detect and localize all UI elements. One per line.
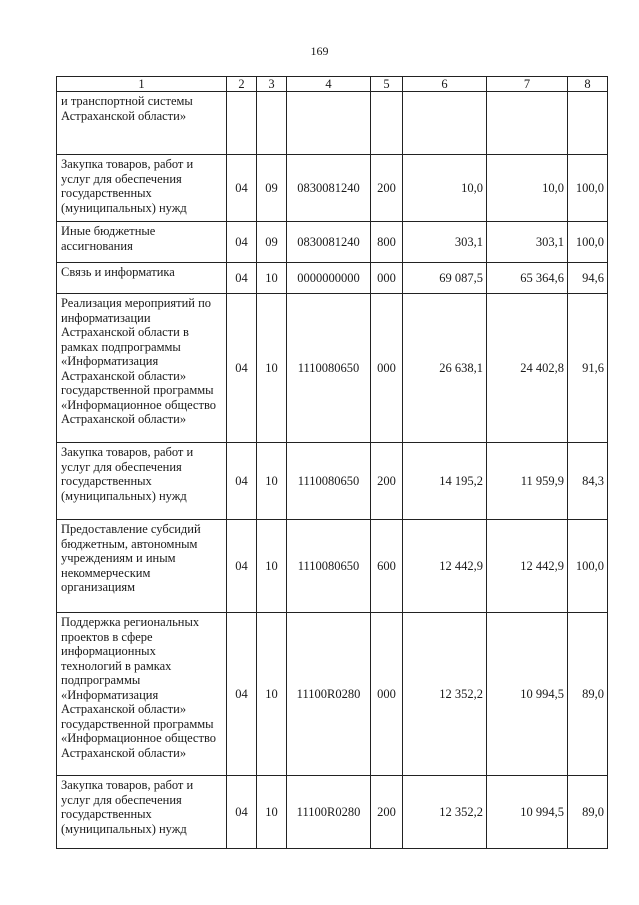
target-article-cell bbox=[287, 92, 371, 155]
planned-amount-cell: 69 087,5 bbox=[403, 263, 487, 294]
column-header: 3 bbox=[257, 77, 287, 92]
planned-amount-cell: 26 638,1 bbox=[403, 294, 487, 443]
subsection-code-cell bbox=[257, 92, 287, 155]
executed-amount-cell: 303,1 bbox=[487, 222, 568, 263]
section-code-cell: 04 bbox=[227, 263, 257, 294]
subsection-code-cell: 10 bbox=[257, 776, 287, 849]
planned-amount-cell: 303,1 bbox=[403, 222, 487, 263]
subsection-code-cell: 09 bbox=[257, 222, 287, 263]
execution-percent-cell: 100,0 bbox=[568, 520, 608, 613]
subsection-code-cell: 10 bbox=[257, 294, 287, 443]
table-row bbox=[57, 222, 608, 263]
subsection-code-cell: 09 bbox=[257, 155, 287, 222]
execution-percent-cell: 91,6 bbox=[568, 294, 608, 443]
expense-type-cell: 800 bbox=[371, 222, 403, 263]
section-code-cell: 04 bbox=[227, 222, 257, 263]
expense-type-cell: 000 bbox=[371, 263, 403, 294]
section-code-cell: 04 bbox=[227, 294, 257, 443]
column-header: 7 bbox=[487, 77, 568, 92]
executed-amount-cell: 10,0 bbox=[487, 155, 568, 222]
row-name-cell: Закупка товаров, работ и услуг для обеспечения государственных (муниципальных) нужд bbox=[57, 776, 227, 849]
table-row bbox=[57, 92, 608, 155]
subsection-code-cell: 10 bbox=[257, 263, 287, 294]
table-row bbox=[57, 263, 608, 294]
execution-percent-cell: 100,0 bbox=[568, 222, 608, 263]
expense-type-cell: 600 bbox=[371, 520, 403, 613]
executed-amount-cell bbox=[487, 92, 568, 155]
execution-percent-cell: 94,6 bbox=[568, 263, 608, 294]
planned-amount-cell: 14 195,2 bbox=[403, 443, 487, 520]
column-header: 1 bbox=[57, 77, 227, 92]
section-code-cell bbox=[227, 92, 257, 155]
execution-percent-cell bbox=[568, 92, 608, 155]
target-article-cell: 11100R0280 bbox=[287, 613, 371, 776]
expense-type-cell: 200 bbox=[371, 443, 403, 520]
table-row bbox=[57, 776, 608, 849]
subsection-code-cell: 10 bbox=[257, 520, 287, 613]
target-article-cell: 11100R0280 bbox=[287, 776, 371, 849]
expense-type-cell: 000 bbox=[371, 294, 403, 443]
execution-percent-cell: 100,0 bbox=[568, 155, 608, 222]
section-code-cell: 04 bbox=[227, 520, 257, 613]
page-number: 169 bbox=[310, 44, 329, 58]
expense-type-cell: 200 bbox=[371, 155, 403, 222]
row-name-cell: Реализация мероприятий по информатизации Астраханской области в рамках подпрограммы «Информатизация Астраханской области» государственной программы «Информационное общество Астраханской области» bbox=[57, 294, 227, 443]
column-header: 6 bbox=[403, 77, 487, 92]
budget-table bbox=[56, 76, 608, 849]
target-article-cell: 0830081240 bbox=[287, 222, 371, 263]
executed-amount-cell: 10 994,5 bbox=[487, 613, 568, 776]
execution-percent-cell: 89,0 bbox=[568, 776, 608, 849]
header-row bbox=[57, 77, 608, 92]
expense-type-cell: 000 bbox=[371, 613, 403, 776]
executed-amount-cell: 11 959,9 bbox=[487, 443, 568, 520]
section-code-cell: 04 bbox=[227, 776, 257, 849]
row-name-cell: Закупка товаров, работ и услуг для обеспечения государственных (муниципальных) нужд bbox=[57, 443, 227, 520]
row-name-cell: Закупка товаров, работ и услуг для обеспечения государственных (муниципальных) нужд bbox=[57, 155, 227, 222]
target-article-cell: 1110080650 bbox=[287, 520, 371, 613]
execution-percent-cell: 89,0 bbox=[568, 613, 608, 776]
subsection-code-cell: 10 bbox=[257, 613, 287, 776]
row-name-cell: Иные бюджетные ассигнования bbox=[57, 222, 227, 263]
executed-amount-cell: 12 442,9 bbox=[487, 520, 568, 613]
subsection-code-cell: 10 bbox=[257, 443, 287, 520]
section-code-cell: 04 bbox=[227, 443, 257, 520]
execution-percent-cell: 84,3 bbox=[568, 443, 608, 520]
executed-amount-cell: 24 402,8 bbox=[487, 294, 568, 443]
table-row bbox=[57, 443, 608, 520]
executed-amount-cell: 10 994,5 bbox=[487, 776, 568, 849]
target-article-cell: 0830081240 bbox=[287, 155, 371, 222]
column-header: 4 bbox=[287, 77, 371, 92]
row-name-cell: Предоставление субсидий бюджетным, автономным учреждениям и иным некоммерческим организациям bbox=[57, 520, 227, 613]
planned-amount-cell bbox=[403, 92, 487, 155]
planned-amount-cell: 12 352,2 bbox=[403, 613, 487, 776]
table-row bbox=[57, 294, 608, 443]
column-header: 8 bbox=[568, 77, 608, 92]
row-name-cell: Поддержка региональных проектов в сфере информационных технологий в рамках подпрограммы «Информатизация Астраханской области» государственной программы «Информационное общество Астраханской области» bbox=[57, 613, 227, 776]
planned-amount-cell: 12 442,9 bbox=[403, 520, 487, 613]
table-row bbox=[57, 613, 608, 776]
expense-type-cell bbox=[371, 92, 403, 155]
expense-type-cell: 200 bbox=[371, 776, 403, 849]
column-header: 5 bbox=[371, 77, 403, 92]
executed-amount-cell: 65 364,6 bbox=[487, 263, 568, 294]
planned-amount-cell: 12 352,2 bbox=[403, 776, 487, 849]
row-name-cell: и транспортной системы Астраханской области» bbox=[57, 92, 227, 155]
table-row bbox=[57, 155, 608, 222]
section-code-cell: 04 bbox=[227, 155, 257, 222]
section-code-cell: 04 bbox=[227, 613, 257, 776]
column-header: 2 bbox=[227, 77, 257, 92]
planned-amount-cell: 10,0 bbox=[403, 155, 487, 222]
target-article-cell: 1110080650 bbox=[287, 294, 371, 443]
target-article-cell: 1110080650 bbox=[287, 443, 371, 520]
table-row bbox=[57, 520, 608, 613]
row-name-cell: Связь и информатика bbox=[57, 263, 227, 294]
target-article-cell: 0000000000 bbox=[287, 263, 371, 294]
